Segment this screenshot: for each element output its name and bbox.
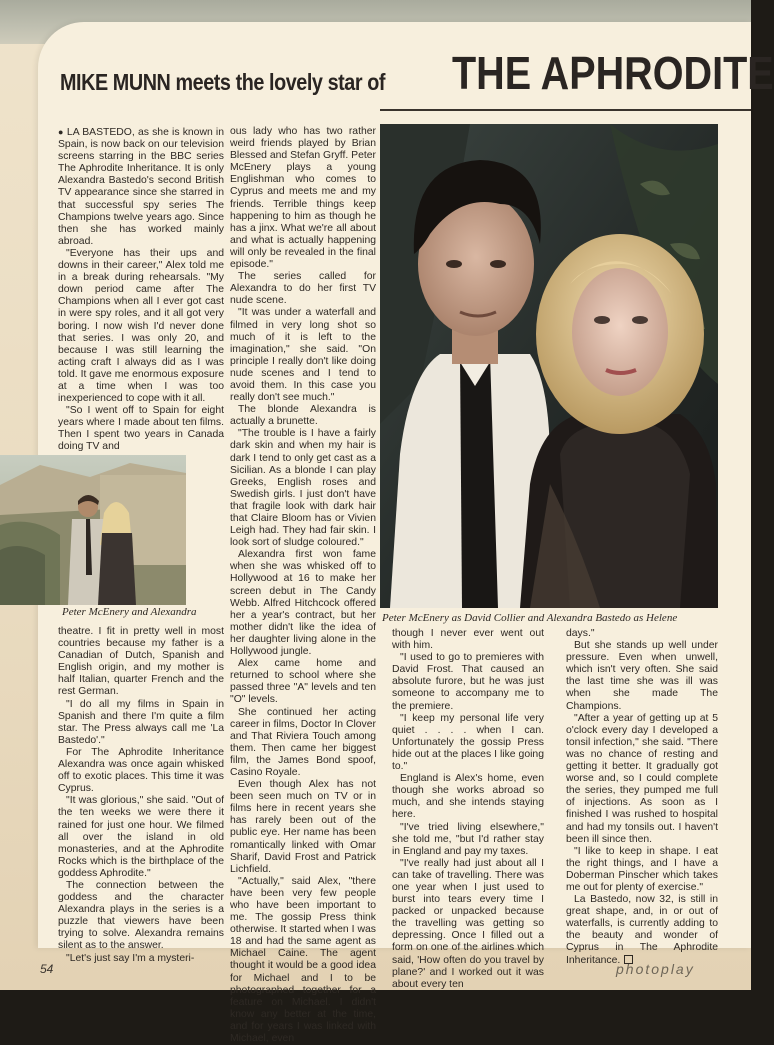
photo-mcenery-bastedo bbox=[380, 124, 718, 608]
paragraph: days." bbox=[566, 628, 595, 639]
column-1-bottom bbox=[58, 626, 224, 965]
caption-large-photo: Peter McEnery as David Collier and Alexandra Bastedo as Helene bbox=[382, 612, 678, 624]
headline-title: THE APHRODITE bbox=[452, 47, 774, 99]
bullet-icon: ● bbox=[58, 127, 64, 137]
paragraph: The connection between the goddess and the character Alexandra plays in the series is a puzzle that viewers have been trying to solve. Alexandra remains silent as to the answer. bbox=[58, 879, 224, 952]
paragraph: Alex came home and returned to school where she passed three "A" levels and ten "O" levels. bbox=[230, 658, 376, 706]
paragraph: "Let's just say I'm a mysteri- bbox=[66, 952, 195, 964]
paragraph: "After a year of getting up at 5 o'clock every day I developed a tonsil infection," she said. "There was no chance of resting and getting it better. It gradually got worse and, so I could complete the series, they pumped me full of injections. As soon as I finished I was rushed to hospital and had my tonsils out. I haven't been ill since then. bbox=[566, 712, 718, 845]
paragraph: England is Alex's home, even though she works abroad so much, and she intends staying here. bbox=[392, 773, 544, 821]
column-2 bbox=[230, 126, 376, 1045]
paragraph: For The Aphrodite Inheritance Alexandra was once again whisked off to exotic places. This time it was Cyprus. bbox=[58, 746, 224, 795]
paragraph: La Bastedo, now 32, is still in great shape, and, in or out of waterfalls, is currently adding to the beauty and wonder of Cyprus in The Aphrodite Inheritance. bbox=[566, 894, 718, 966]
headline-rule bbox=[380, 109, 751, 111]
paragraph: "I've tried living elsewhere," she told me, "but I'd rather stay in England and pay my taxes. bbox=[392, 821, 544, 857]
photo-illustration-small bbox=[0, 455, 186, 605]
paragraph: "The trouble is I have a fairly dark skin and when my hair is dark I tend to only get cast as a Sicilian. As a blonde I can play Greeks, English roses and Swedish girls. I just don't have that fragile look with dark hair that Claire Bloom has or Vivien Leigh had. They had fair skin. I look sort of sludge coloured." bbox=[230, 428, 376, 549]
headline bbox=[60, 47, 774, 110]
caption-small-photo: Peter McEnery and Alexandra bbox=[62, 606, 197, 618]
paragraph: "So I went off to Spain for eight years where I made about ten films. Then I spent two years in Canada doing TV and bbox=[58, 405, 224, 453]
photo-peter-alexandra bbox=[0, 455, 186, 605]
column-1-top bbox=[58, 126, 224, 454]
page-number: 54 bbox=[40, 962, 54, 976]
paragraph: The blonde Alexandra is actually a brunette. bbox=[230, 404, 376, 428]
paragraph: "I've really had just about all I can take of travelling. There was one year when I just used to burst into tears every time I packed or unpacked because the travelling was getting so depressing. Once I filled out a form on one of the airlines which said, 'How often do you travel by plane?' and I worked out it was about every ten bbox=[392, 857, 544, 990]
paragraph: "I like to keep in shape. I eat the right things, and I have a Doberman Pinscher which takes me out for plenty of exercise." bbox=[566, 845, 718, 893]
paragraph: ous lady who has two rather weird friends played by Brian Blessed and Stefan Gryff. Peter McEnery plays a young Englishman who comes to Cyprus and meets me and my friends. Terrible things keep happening to him as though he has a jinx. What we're all about and what is actually happening will only be revealed in the final episode." bbox=[230, 126, 376, 271]
paragraph: She continued her acting career in films, Doctor In Clover and That Riviera Touch among them. Then came her biggest film, the James Bond spoof, Casino Royale. bbox=[230, 706, 376, 778]
column-4 bbox=[566, 628, 718, 967]
paragraph: "Actually," said Alex, "there have been very few people who have been important to me. The gossip Press think otherwise. It started when I was 18 and had the same agent as Michael Caine. The agent thought it would be a good idea for Michael and I to be photographed together for a feature on Michael. I didn't know any better at the time, and for years I was linked with Michael, even bbox=[230, 875, 376, 1045]
paragraph: "I keep my personal life very quiet . . . . when I can. Unfortunately the gossip Press hide out at the places I like going to." bbox=[392, 712, 544, 773]
paragraph: LA BASTEDO, as she is known in Spain, is now back on our television screens starring in the BBC series The Aphrodite Inheritance. It is only Alexandra Bastedo's second British TV appearance since she starred in that successful spy series The Champions twelve years ago. Since then she has worked mainly abroad. bbox=[58, 127, 225, 247]
column-3 bbox=[392, 628, 544, 991]
paragraph: Alexandra first won fame when she was whisked off to Hollywood at 16 to make her screen debut in The Candy Webb. Alfred Hitchcock offered her a year's contract, but her mother didn't like the idea of her daughter living alone in the Hollywood jungle. bbox=[230, 549, 376, 658]
headline-byline: MIKE MUNN meets the lovely star of bbox=[60, 69, 386, 95]
paragraph: "I do all my films in Spain in Spanish and there I'm quite a film star. The Press always call me 'La Bastedo'." bbox=[58, 698, 224, 746]
magazine-name: photoplay bbox=[616, 961, 695, 977]
paragraph: But she stands up well under pressure. Even when unwell, which isn't very often. She said the last time she was ill was when she made The Champions. bbox=[566, 640, 718, 712]
photo-illustration-large bbox=[380, 124, 718, 608]
paragraph: "It was under a waterfall and filmed in very long shot so much of it is left to the imagination," she said. "On principle I really don't like doing nude scenes and I tend to avoid them. In this case you really don't see much." bbox=[230, 307, 376, 404]
paragraph: "Everyone has their ups and downs in their career," Alex told me in a break during rehearsals. "My down period came after The Champions when all I ever got cast in were spy roles, and it all got very boring. I now wish I'd never done that series. I was only 20, and because I was still learning the acting craft I always did as I was told. It gave me enormous exposure at a time when I was too inexperienced to cope with it all. bbox=[58, 247, 224, 405]
paragraph: "It was glorious," she said. "Out of the ten weeks we were there it rained for just one hour. We filmed all over the island in old monasteries, and at the Aphrodite Rocks which is the birthplace of the goddess Aphrodite." bbox=[58, 795, 224, 879]
paragraph: Even though Alex has not been seen much on TV or in films here in recent years she has rarely been out of the public eye. Her name has been romantically linked with Omar Sharif, David Frost and Patrick Lichfield. bbox=[230, 779, 376, 875]
paragraph: theatre. I fit in pretty well in most countries because my father is a Canadian of Dutch, Spanish and English origin, and my mother is half Italian, quarter French and the rest German. bbox=[58, 626, 224, 698]
paragraph: The series called for Alexandra to do her first TV nude scene. bbox=[230, 271, 376, 307]
paragraph: though I never ever went out with him. bbox=[392, 628, 544, 652]
paragraph: "I used to go to premieres with David Frost. That caused an absolute furore, but he was just someone to accompany me to the premiere. bbox=[392, 652, 544, 712]
